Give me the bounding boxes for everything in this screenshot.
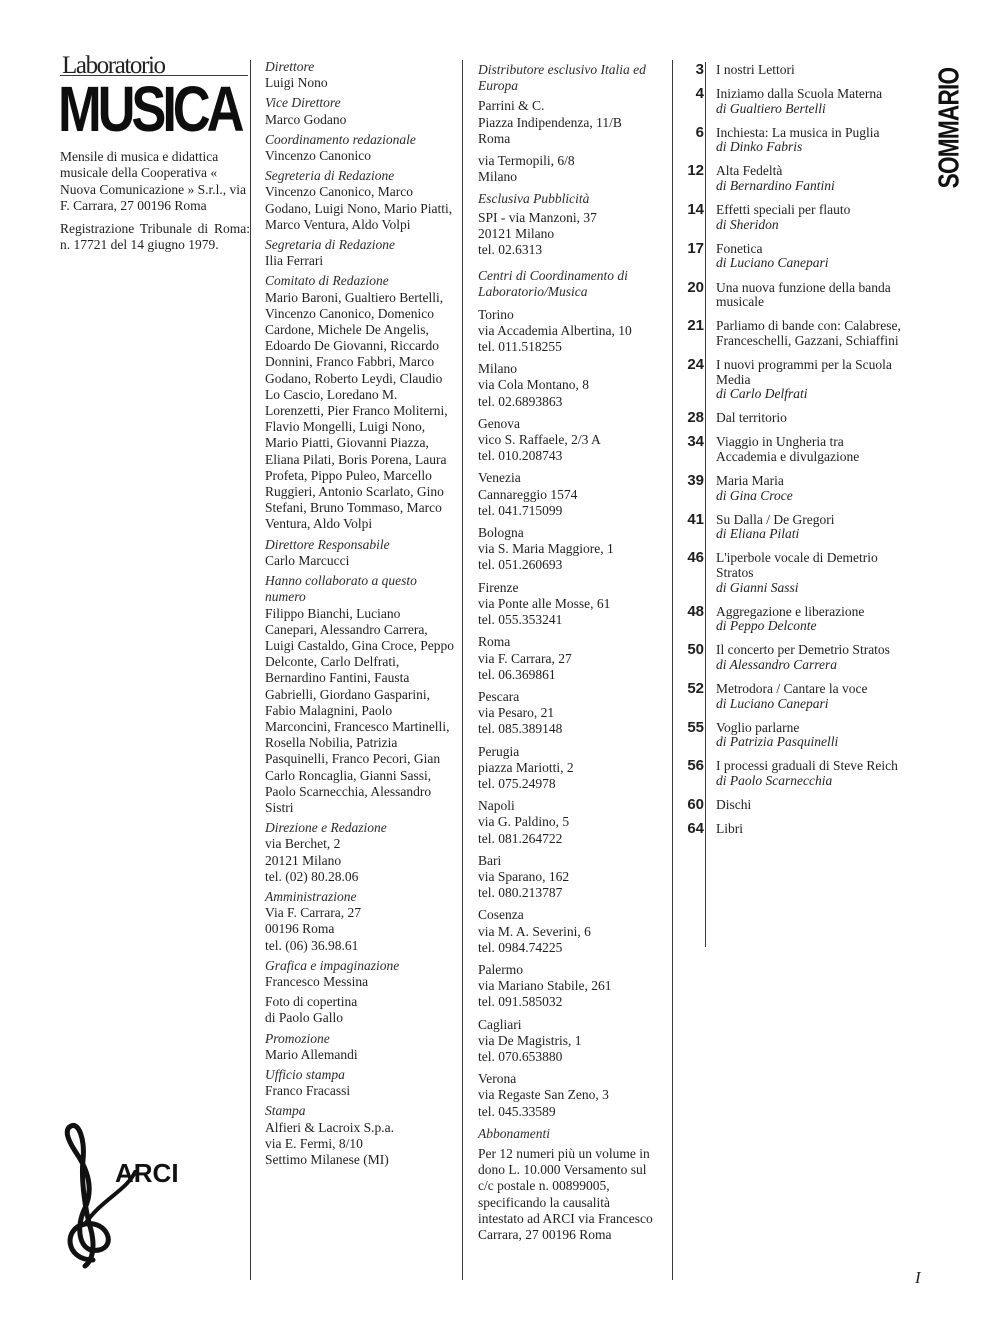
center-entry bbox=[478, 907, 668, 956]
toc-author: di Dinko Fabris bbox=[716, 139, 803, 155]
toc-author: di Patrizia Pasquinelli bbox=[716, 734, 839, 750]
masthead-title-top: Laboratorio bbox=[62, 52, 165, 79]
staff-entry bbox=[265, 132, 455, 164]
toc-entry[interactable] bbox=[676, 798, 906, 813]
center-phone: tel. 02.6893863 bbox=[478, 393, 563, 409]
staff-entry bbox=[265, 95, 455, 127]
toc-page-number: 48 bbox=[687, 602, 704, 620]
toc-entry[interactable] bbox=[676, 203, 906, 232]
toc-author: di Carlo Delfrati bbox=[716, 386, 808, 402]
toc-entry[interactable] bbox=[676, 718, 906, 750]
center-address: via Sparano, 162 bbox=[478, 868, 570, 884]
center-entry bbox=[478, 798, 668, 847]
center-city: Cagliari bbox=[478, 1016, 522, 1032]
toc-entry[interactable] bbox=[676, 471, 906, 503]
center-address: via De Magistris, 1 bbox=[478, 1032, 582, 1048]
toc-title: Il concerto per Demetrio Stratos bbox=[716, 642, 890, 658]
toc-entry[interactable] bbox=[676, 411, 906, 426]
toc-page-number: 4 bbox=[695, 85, 704, 103]
staff-value: Carlo Marcucci bbox=[265, 552, 350, 568]
staff-label: Grafica e impaginazione bbox=[265, 957, 400, 973]
center-city: Perugia bbox=[478, 743, 520, 759]
toc-entry[interactable] bbox=[676, 551, 906, 595]
toc-title: L'iperbole vocale di Demetrio Stratos bbox=[716, 550, 878, 580]
subscription-label: Abbonamenti bbox=[478, 1125, 550, 1141]
staff-label: Amministrazione bbox=[265, 888, 357, 904]
center-address: via Cola Montano, 8 bbox=[478, 377, 589, 393]
center-address: via Accademia Albertina, 10 bbox=[478, 322, 632, 338]
staff-value: Mario Baroni, Gualtiero Bertelli, Vincenzo Canonico, Domenico Cardone, Michele De Angelis, Edoardo De Giovanni, Riccardo Donnini, Franco Fabbri, Marco Godano, Roberto Leydi, Claudio Lo Cascio, Loredano M. Lorenzetti, Pier Franco Moliterni, Flavio Mongelli, Luigi Nono, Mario Piatti, Giovanni Piazza, Eliana Pilati, Boris Porena, Laura Profeta, Pippo Puleo, Marcello Ruggieri, Antonio Scarlato, Gino Stefani, Bruno Tommaso, Marco Ventura, Aldo Volpi bbox=[265, 289, 448, 532]
toc-title: Iniziamo dalla Scuola Materna bbox=[716, 86, 883, 102]
toc-page-number: 39 bbox=[687, 471, 704, 489]
toc-entry-text bbox=[716, 63, 906, 78]
staff-label: Segretaria di Redazione bbox=[265, 237, 395, 253]
toc-entry-text bbox=[716, 682, 906, 711]
staff-entry bbox=[265, 994, 455, 1026]
arci-logo bbox=[55, 1120, 185, 1270]
toc-author: di Luciano Canepari bbox=[716, 255, 829, 271]
center-entry bbox=[478, 307, 668, 356]
toc-entry-text bbox=[716, 281, 906, 310]
toc-entry-text bbox=[716, 87, 906, 116]
toc-heading: SOMMARIO bbox=[933, 67, 966, 189]
toc-title: Voglio parlarne bbox=[716, 719, 800, 735]
center-phone: tel. 080.213787 bbox=[478, 885, 563, 901]
centers-list bbox=[478, 307, 668, 1120]
center-entry bbox=[478, 1017, 668, 1066]
toc-entry[interactable] bbox=[676, 510, 906, 542]
staff-value: Vincenzo Canonico bbox=[265, 148, 372, 164]
staff-entry bbox=[265, 958, 455, 990]
center-entry bbox=[478, 962, 668, 1011]
staff-label: Comitato di Redazione bbox=[265, 273, 389, 289]
toc-entry-text bbox=[716, 126, 906, 155]
center-phone: tel. 051.260693 bbox=[478, 557, 563, 573]
toc-page-number: 14 bbox=[687, 201, 704, 219]
center-entry bbox=[478, 470, 668, 519]
toc-page-number: 21 bbox=[687, 317, 704, 335]
staff-label: Segreteria di Redazione bbox=[265, 168, 395, 184]
staff-value: Marco Godano bbox=[265, 111, 347, 127]
toc-author: di Gina Croce bbox=[716, 487, 793, 503]
toc-title: Inchiesta: La musica in Puglia bbox=[716, 124, 880, 140]
center-city: Bologna bbox=[478, 525, 524, 541]
toc-title: Viaggio in Ungheria tra Accademia e divulgazione bbox=[716, 434, 860, 464]
toc-entry-text bbox=[716, 721, 906, 750]
toc-title: Maria Maria bbox=[716, 472, 784, 488]
column-rule-2 bbox=[462, 60, 463, 1280]
toc-entry[interactable] bbox=[676, 164, 906, 193]
toc-entry-text bbox=[716, 435, 906, 464]
ads-value: SPI - via Manzoni, 37 20121 Milano tel. 02.6313 bbox=[478, 209, 597, 258]
toc-title: I nuovi programmi per la Scuola Media bbox=[716, 356, 892, 387]
toc-title: Libri bbox=[716, 821, 743, 837]
center-entry bbox=[478, 744, 668, 793]
center-entry bbox=[478, 525, 668, 574]
center-city: Napoli bbox=[478, 798, 515, 814]
toc-title: Effetti speciali per flauto bbox=[716, 202, 851, 218]
center-address: via Mariano Stabile, 261 bbox=[478, 978, 612, 994]
toc-author: di Luciano Canepari bbox=[716, 695, 829, 711]
toc-page-number: 6 bbox=[695, 123, 704, 141]
toc-page-number: 41 bbox=[687, 510, 704, 528]
center-address: via M. A. Severini, 6 bbox=[478, 923, 591, 939]
toc-page-number: 64 bbox=[687, 820, 704, 838]
toc-title: Parliamo di bande con: Calabrese, Franceschelli, Gazzani, Schiaffini bbox=[716, 318, 901, 348]
toc-entry-text bbox=[716, 474, 906, 503]
staff-value: Filippo Bianchi, Luciano Canepari, Alessandro Carrera, Luigi Castaldo, Gina Croce, Peppo Delconte, Carlo Delfrati, Bernardino Fantini, Fausta Gabrielli, Giordano Gasparini, Fabio Malagnini, Paolo Marconcini, Francesco Martinelli, Rosella Nobilia, Patrizia Pasquinelli, Franco Pecori, Gian Carlo Roncaglia, Gianni Sassi, Paolo Scarnecchia, Alessandro Sistri bbox=[265, 605, 454, 815]
toc-entry[interactable] bbox=[676, 123, 906, 155]
center-address: via S. Maria Maggiore, 1 bbox=[478, 541, 614, 557]
center-city: Venezia bbox=[478, 470, 521, 486]
toc-page-number: 20 bbox=[687, 278, 704, 296]
page-folio: I bbox=[915, 1268, 921, 1287]
center-phone: tel. 06.369861 bbox=[478, 666, 556, 682]
toc-entry[interactable] bbox=[676, 602, 906, 634]
distributor-label: Distributore esclusivo Italia ed Europa bbox=[478, 62, 646, 94]
staff-value: Franco Fracassi bbox=[265, 1083, 351, 1099]
staff-label: Promozione bbox=[265, 1030, 330, 1046]
toc-entry[interactable] bbox=[676, 682, 906, 711]
toc-author: di Gianni Sassi bbox=[716, 579, 799, 595]
center-phone: tel. 085.389148 bbox=[478, 721, 563, 737]
toc-page-number: 56 bbox=[687, 757, 704, 775]
toc-entry-text bbox=[716, 411, 906, 426]
staff-value: via Berchet, 2 20121 Milano tel. (02) 80.28.06 bbox=[265, 836, 359, 884]
toc-author: di Eliana Pilati bbox=[716, 526, 800, 542]
center-city: Palermo bbox=[478, 961, 523, 977]
toc-entry[interactable] bbox=[676, 63, 906, 78]
toc-entry-text bbox=[716, 203, 906, 232]
center-phone: tel. 045.33589 bbox=[478, 1103, 556, 1119]
toc-page-number: 34 bbox=[687, 433, 704, 451]
toc-title: Dischi bbox=[716, 797, 752, 813]
center-phone: tel. 041.715099 bbox=[478, 502, 563, 518]
staff-value: Vincenzo Canonico, Marco Godano, Luigi Nono, Mario Piatti, Marco Ventura, Aldo Volpi bbox=[265, 184, 453, 232]
center-entry bbox=[478, 361, 668, 410]
center-entry bbox=[478, 689, 668, 738]
toc-entry-text bbox=[716, 759, 906, 788]
toc-entry-text bbox=[716, 551, 906, 595]
toc-title: Una nuova funzione della banda musicale bbox=[716, 279, 891, 310]
table-of-contents bbox=[676, 63, 906, 846]
toc-title: I nostri Lettori bbox=[716, 62, 795, 77]
toc-entry[interactable] bbox=[676, 435, 906, 464]
staff-value: Mario Allemandi bbox=[265, 1046, 358, 1062]
center-phone: tel. 011.518255 bbox=[478, 339, 562, 355]
centers-label: Centri di Coordinamento di Laboratorio/Musica bbox=[478, 268, 628, 300]
toc-entry-text bbox=[716, 319, 906, 348]
toc-author: di Bernardino Fantini bbox=[716, 178, 835, 194]
center-entry bbox=[478, 580, 668, 629]
toc-entry[interactable] bbox=[676, 239, 906, 271]
center-city: Cosenza bbox=[478, 907, 524, 923]
toc-title: Dal territorio bbox=[716, 410, 787, 426]
staff-label: Hanno collaborato a questo numero bbox=[265, 573, 417, 605]
center-address: piazza Mariotti, 2 bbox=[478, 759, 574, 775]
center-phone: tel. 081.264722 bbox=[478, 830, 563, 846]
center-phone: tel. 010.208743 bbox=[478, 448, 563, 464]
staff-value: Ilia Ferrari bbox=[265, 253, 324, 269]
center-address: via G. Paldino, 5 bbox=[478, 814, 570, 830]
center-address: via Regaste San Zeno, 3 bbox=[478, 1087, 609, 1103]
toc-page-number: 50 bbox=[687, 641, 704, 659]
toc-page-number: 55 bbox=[687, 718, 704, 736]
toc-author: di Alessandro Carrera bbox=[716, 656, 838, 672]
staff-value: Via F. Carrara, 27 00196 Roma tel. (06) 36.98.61 bbox=[265, 905, 361, 953]
toc-title: Fonetica bbox=[716, 240, 763, 256]
staff-label: Ufficio stampa bbox=[265, 1066, 345, 1082]
staff-entry bbox=[265, 273, 455, 532]
column-rule-3 bbox=[672, 60, 673, 1280]
toc-entry[interactable] bbox=[676, 355, 906, 402]
masthead-title-main: MUSICA bbox=[58, 73, 241, 145]
toc-entry[interactable] bbox=[676, 822, 906, 837]
staff-label: Direzione e Redazione bbox=[265, 820, 387, 836]
toc-author: di Gualtiero Bertelli bbox=[716, 100, 826, 116]
toc-author: di Paolo Scarnecchia bbox=[716, 772, 833, 788]
toc-entry-text bbox=[716, 822, 906, 837]
center-entry bbox=[478, 853, 668, 902]
distributor-value: Parrini & C. Piazza Indipendenza, 11/B Roma bbox=[478, 98, 622, 146]
center-city: Verona bbox=[478, 1071, 517, 1087]
toc-page-number: 46 bbox=[687, 549, 704, 567]
toc-entry-text bbox=[716, 358, 906, 402]
distribution-info bbox=[478, 62, 668, 1246]
toc-page-number: 3 bbox=[695, 61, 704, 78]
staff-entry bbox=[265, 1103, 455, 1168]
center-address: via Ponte alle Mosse, 61 bbox=[478, 595, 611, 611]
center-phone: tel. 075.24978 bbox=[478, 775, 556, 791]
staff-entry bbox=[265, 237, 455, 269]
center-city: Pescara bbox=[478, 688, 520, 704]
staff-entry bbox=[265, 820, 455, 885]
ads-label: Esclusiva Pubblicità bbox=[478, 191, 590, 207]
center-phone: tel. 091.585032 bbox=[478, 994, 563, 1010]
toc-entry-text bbox=[716, 513, 906, 542]
column-rule-1 bbox=[250, 60, 251, 1280]
center-address: via F. Carrara, 27 bbox=[478, 650, 572, 666]
staff-value: Foto di copertina di Paolo Gallo bbox=[265, 994, 358, 1026]
staff-entry bbox=[265, 537, 455, 569]
center-address: via Pesaro, 21 bbox=[478, 705, 555, 721]
toc-page-number: 24 bbox=[687, 355, 704, 373]
toc-page-number: 28 bbox=[687, 409, 704, 427]
subscription-value: Per 12 numeri più un volume in dono L. 10.000 Versamento sul c/c postale n. 00899005, specificando la causalità intestato ad ARCI via Francesco Carrara, 27 00196 Roma bbox=[478, 1145, 653, 1242]
toc-page-number: 12 bbox=[687, 162, 704, 180]
center-city: Firenze bbox=[478, 579, 519, 595]
center-entry bbox=[478, 634, 668, 683]
staff-value: Francesco Messina bbox=[265, 973, 369, 989]
center-address: vico S. Raffaele, 2/3 A bbox=[478, 432, 601, 448]
staff-entry bbox=[265, 889, 455, 954]
toc-entry-text bbox=[716, 798, 906, 813]
staff-entry bbox=[265, 1067, 455, 1099]
center-city: Roma bbox=[478, 634, 511, 650]
staff-label: Direttore bbox=[265, 59, 315, 74]
toc-entry[interactable] bbox=[676, 759, 906, 788]
toc-entry-text bbox=[716, 643, 906, 672]
treble-clef-icon bbox=[67, 1125, 108, 1266]
toc-entry[interactable] bbox=[676, 278, 906, 310]
toc-entry-text bbox=[716, 242, 906, 271]
toc-title: Alta Fedeltà bbox=[716, 163, 783, 179]
staff-value: Alfieri & Lacroix S.p.a. via E. Fermi, 8/10 Settimo Milanese (MI) bbox=[265, 1119, 394, 1167]
toc-entry[interactable] bbox=[676, 643, 906, 672]
publisher-info bbox=[60, 149, 250, 253]
center-city: Torino bbox=[478, 306, 514, 322]
toc-entry[interactable] bbox=[676, 87, 906, 116]
arci-logo-text: ARCI bbox=[115, 1158, 179, 1188]
publisher-registration: Registrazione Tribunale di Roma: n. 17721 del 14 giugno 1979. bbox=[60, 220, 250, 253]
toc-page-number: 17 bbox=[687, 239, 704, 257]
staff-entry bbox=[265, 168, 455, 233]
toc-title: Metrodora / Cantare la voce bbox=[716, 681, 868, 696]
center-entry bbox=[478, 1071, 668, 1120]
toc-title: Su Dalla / De Gregori bbox=[716, 511, 835, 527]
staff-entry bbox=[265, 573, 455, 816]
staff-credits bbox=[265, 59, 455, 1172]
toc-author: di Sheridon bbox=[716, 216, 779, 232]
staff-entry bbox=[265, 1031, 455, 1063]
toc-entry[interactable] bbox=[676, 319, 906, 348]
toc-title: Aggregazione e liberazione bbox=[716, 603, 865, 619]
center-phone: tel. 055.353241 bbox=[478, 612, 563, 628]
staff-value: Luigi Nono bbox=[265, 75, 328, 91]
staff-label: Direttore Responsabile bbox=[265, 536, 390, 552]
staff-label: Coordinamento redazionale bbox=[265, 131, 416, 147]
toc-entry-text bbox=[716, 164, 906, 193]
center-city: Bari bbox=[478, 852, 502, 868]
staff-label: Vice Direttore bbox=[265, 95, 341, 111]
staff-label: Stampa bbox=[265, 1103, 306, 1119]
toc-page-number: 52 bbox=[687, 680, 704, 697]
center-phone: tel. 0984.74225 bbox=[478, 939, 563, 955]
center-city: Milano bbox=[478, 361, 517, 377]
center-address: Cannareggio 1574 bbox=[478, 486, 578, 502]
toc-entry-text bbox=[716, 605, 906, 634]
toc-author: di Peppo Delconte bbox=[716, 618, 817, 634]
staff-entry bbox=[265, 59, 455, 91]
publisher-description: Mensile di musica e didattica musicale della Cooperativa « Nuova Comunicazione » S.r.l., via F. Carrara, 27 00196 Roma bbox=[60, 149, 246, 214]
distributor-milano: via Termopili, 6/8 Milano bbox=[478, 153, 575, 185]
center-phone: tel. 070.653880 bbox=[478, 1048, 563, 1064]
center-entry bbox=[478, 416, 668, 465]
center-city: Genova bbox=[478, 415, 520, 431]
toc-title: I processi graduali di Steve Reich bbox=[716, 758, 898, 774]
toc-page-number: 60 bbox=[687, 796, 704, 814]
